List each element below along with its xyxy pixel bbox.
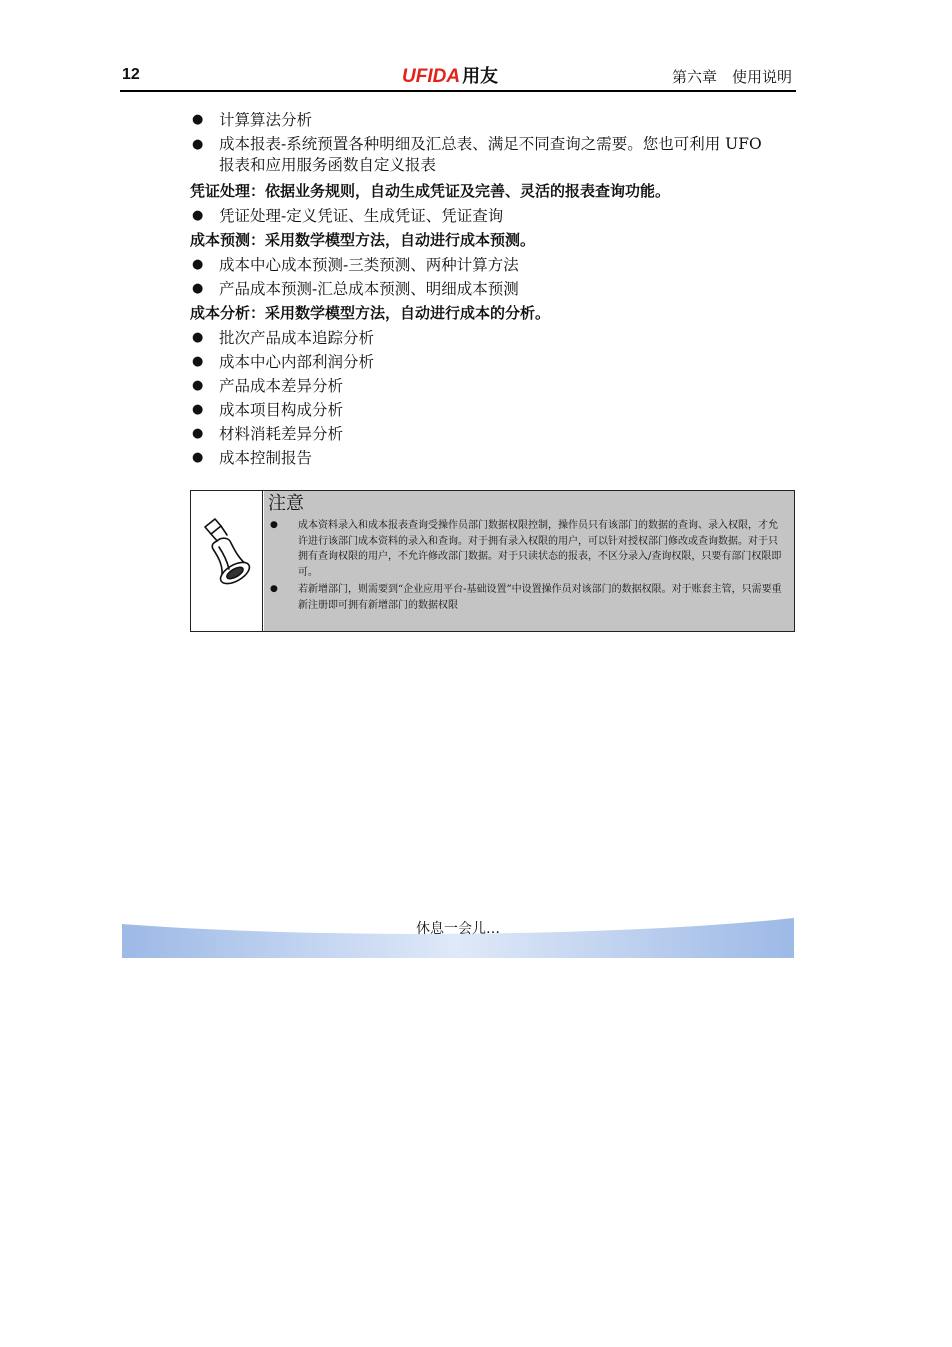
list-item	[190, 398, 796, 422]
list-item	[190, 422, 796, 446]
section-heading-forecast: 成本预测：采用数学模型方法，自动进行成本预测。	[190, 231, 536, 249]
note-item	[268, 518, 786, 580]
list-item	[190, 374, 796, 398]
list-item-text: 成本报表-系统预置各种明细及汇总表、满足不同查询之需要。您也可利用 UFO	[219, 135, 762, 153]
bullet-icon: ●	[270, 584, 278, 594]
footer-text: 休息一会儿…	[416, 921, 500, 937]
list-item	[190, 446, 796, 470]
ufida-logo	[402, 62, 498, 88]
bullet-icon: ●	[192, 450, 204, 465]
bullet-icon: ●	[192, 354, 204, 369]
bell-icon	[191, 491, 262, 631]
note-item-text: 若新增部门，则需要到“企业应用平台-基础设置”中设置操作员对该部门的数据权限。对于账套主管，只需要重新注册即可拥有新增部门的数据权限	[298, 584, 782, 611]
list-item	[190, 204, 796, 228]
list-item	[190, 277, 796, 301]
main-content	[190, 108, 796, 470]
bullet-icon: ●	[192, 257, 204, 272]
page-header	[120, 62, 796, 92]
note-list	[268, 518, 786, 615]
bullet-icon: ●	[192, 402, 204, 417]
bullet-icon: ●	[192, 112, 204, 127]
note-icon-cell	[191, 491, 263, 631]
bullet-icon: ●	[192, 137, 204, 152]
page-number: 12	[122, 66, 140, 83]
bullet-icon: ●	[192, 378, 204, 393]
section-heading-voucher: 凭证处理：依据业务规则，自动生成凭证及完善、灵活的报表查询功能。	[190, 182, 671, 200]
bullet-icon: ●	[192, 330, 204, 345]
list-item-text: 成本项目构成分析	[219, 401, 344, 419]
list-item-text: 成本中心内部利润分析	[219, 353, 375, 371]
section-heading-analysis: 成本分析：采用数学模型方法，自动进行成本的分析。	[190, 304, 551, 322]
list-item	[190, 108, 796, 132]
list-item-text: 产品成本差异分析	[219, 377, 344, 395]
list-item-text: 凭证处理-定义凭证、生成凭证、凭证查询	[219, 207, 504, 225]
list-item-text: 产品成本预测-汇总成本预测、明细成本预测	[219, 280, 519, 298]
list-item-text: 成本中心成本预测-三类预测、两种计算方法	[219, 256, 519, 274]
list-item	[190, 132, 796, 179]
list-item-text: 成本控制报告	[219, 449, 313, 467]
note-item	[268, 582, 786, 613]
logo-brand: UFIDA	[402, 66, 461, 87]
note-body	[264, 491, 794, 631]
bullet-icon: ●	[270, 520, 278, 530]
list-item	[190, 350, 796, 374]
note-title: 注意	[268, 493, 304, 514]
note-box	[190, 490, 795, 632]
bullet-icon: ●	[192, 426, 204, 441]
list-item-text-continued: 报表和应用服务函数自定义报表	[219, 156, 437, 174]
bullet-icon: ●	[192, 281, 204, 296]
list-item	[190, 253, 796, 277]
list-item	[190, 326, 796, 350]
note-item-text: 成本资料录入和成本报表查询受操作员部门数据权限控制，操作员只有该部门的数据的查询、录入权限，才允许进行该部门成本资料的录入和查询。对于拥有录入权限的用户，可以针对授权部门修改或查询数据。对于只拥有查询权限的用户，不允许修改部门数据。对于只读状态的报表，不区分录入/查询权限，只要有部门权限即可。	[298, 520, 782, 578]
list-item-text: 批次产品成本追踪分析	[219, 329, 375, 347]
list-item-text: 材料消耗差异分析	[219, 425, 344, 443]
list-item-text: 计算算法分析	[219, 111, 313, 129]
bullet-icon: ●	[192, 208, 204, 223]
chapter-title: 第六章 使用说明	[671, 68, 792, 86]
logo-cn: 用友	[462, 66, 499, 86]
